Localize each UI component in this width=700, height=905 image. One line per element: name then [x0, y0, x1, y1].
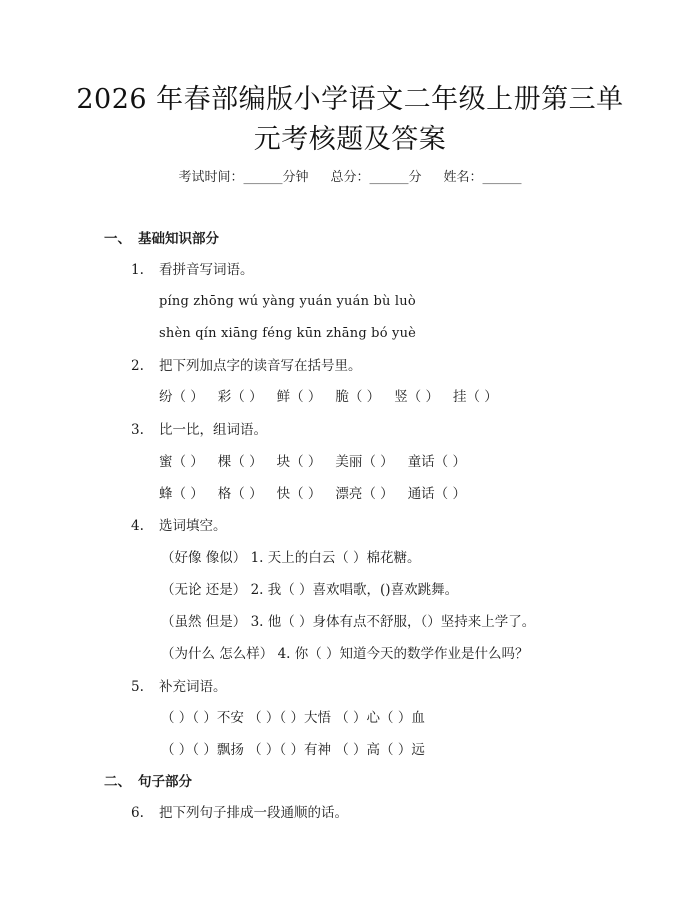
- total-score-label: 总分：______分: [330, 170, 422, 185]
- blank-item: 纷（ ）: [159, 389, 204, 405]
- question-4: [131, 516, 227, 536]
- blank-item: 美丽（ ）: [335, 454, 394, 470]
- question-1: [131, 260, 254, 280]
- blank-item: 格（ ）: [217, 486, 263, 502]
- blank-item: 快（ ）: [276, 486, 322, 502]
- page-title-line-2: 元考核题及答案: [253, 124, 447, 155]
- fill-word-item-4: （为什么 怎么样） 4. 你（ ）知道今天的数学作业是什么吗？: [161, 646, 529, 662]
- blank-item: 块（ ）: [276, 454, 322, 470]
- compare-row-2: [159, 484, 466, 504]
- question-text: 看拼音写词语。: [159, 262, 254, 278]
- blank-item: 漂亮（ ）: [335, 486, 394, 502]
- question-2: [131, 356, 362, 376]
- blank-item: 蜜（ ）: [159, 454, 204, 470]
- exam-time-label: 考试时间：______分钟: [178, 170, 309, 185]
- blank-item: 脆（ ）: [335, 389, 381, 405]
- student-name-label: 姓名：______: [443, 170, 522, 185]
- pinyin-row-1: píng zhōng wú yàng yuán yuán bù luò: [159, 294, 416, 309]
- question-5: [131, 677, 227, 697]
- blank-item: 童话（ ）: [407, 454, 466, 470]
- blank-item: 彩（ ）: [217, 389, 263, 405]
- section-number: 二、: [104, 774, 131, 790]
- question-text: 选词填空。: [159, 518, 227, 534]
- question-text: 补充词语。: [159, 679, 227, 695]
- fill-word-item-3: （虽然 但是） 3. 他（ ）身体有点不舒服，（）坚持来上学了。: [161, 614, 536, 630]
- blank-item: 挂（ ）: [452, 389, 498, 405]
- question-number: 2.: [131, 358, 144, 374]
- question-text: 把下列加点字的读音写在括号里。: [159, 358, 362, 374]
- idiom-row-1: （ ）（ ）不安 （ ）（ ）大悟 （ ）心（ ）血: [161, 710, 425, 726]
- question-number: 5.: [131, 679, 144, 695]
- section-label: 基础知识部分: [138, 231, 219, 247]
- section-number: 一、: [104, 231, 131, 247]
- question-number: 1.: [131, 262, 144, 278]
- pinyin-row-2: shèn qín xiāng féng kūn zhāng bó yuè: [159, 326, 417, 341]
- exam-info: [0, 168, 700, 188]
- compare-row-1: [159, 452, 466, 472]
- char-row-q2: [159, 387, 498, 407]
- section-heading-sentence: [104, 772, 192, 792]
- section-label: 句子部分: [138, 774, 192, 790]
- page-title-line-1: 2026 年春部编版小学语文二年级上册第三单: [76, 84, 624, 115]
- idiom-row-2: （ ）（ ）飘扬 （ ）（ ）有神 （ ）高（ ）远: [161, 742, 425, 758]
- section-heading-basic: [104, 229, 219, 249]
- fill-word-item-2: （无论 还是） 2. 我（ ）喜欢唱歌，()喜欢跳舞。: [161, 582, 459, 598]
- blank-item: 棵（ ）: [217, 454, 263, 470]
- question-number: 6.: [131, 805, 144, 821]
- question-number: 4.: [131, 518, 144, 534]
- blank-item: 通话（ ）: [407, 486, 466, 502]
- question-number: 3.: [131, 422, 144, 438]
- question-text: 比一比，组词语。: [159, 422, 267, 438]
- blank-item: 蜂（ ）: [159, 486, 204, 502]
- fill-word-item-1: （好像 像似） 1. 天上的白云（ ）棉花糖。: [161, 550, 421, 566]
- question-6: [131, 803, 348, 823]
- blank-item: 鲜（ ）: [276, 389, 322, 405]
- question-3: [131, 420, 267, 440]
- blank-item: 竖（ ）: [394, 389, 439, 405]
- question-text: 把下列句子排成一段通顺的话。: [159, 805, 348, 821]
